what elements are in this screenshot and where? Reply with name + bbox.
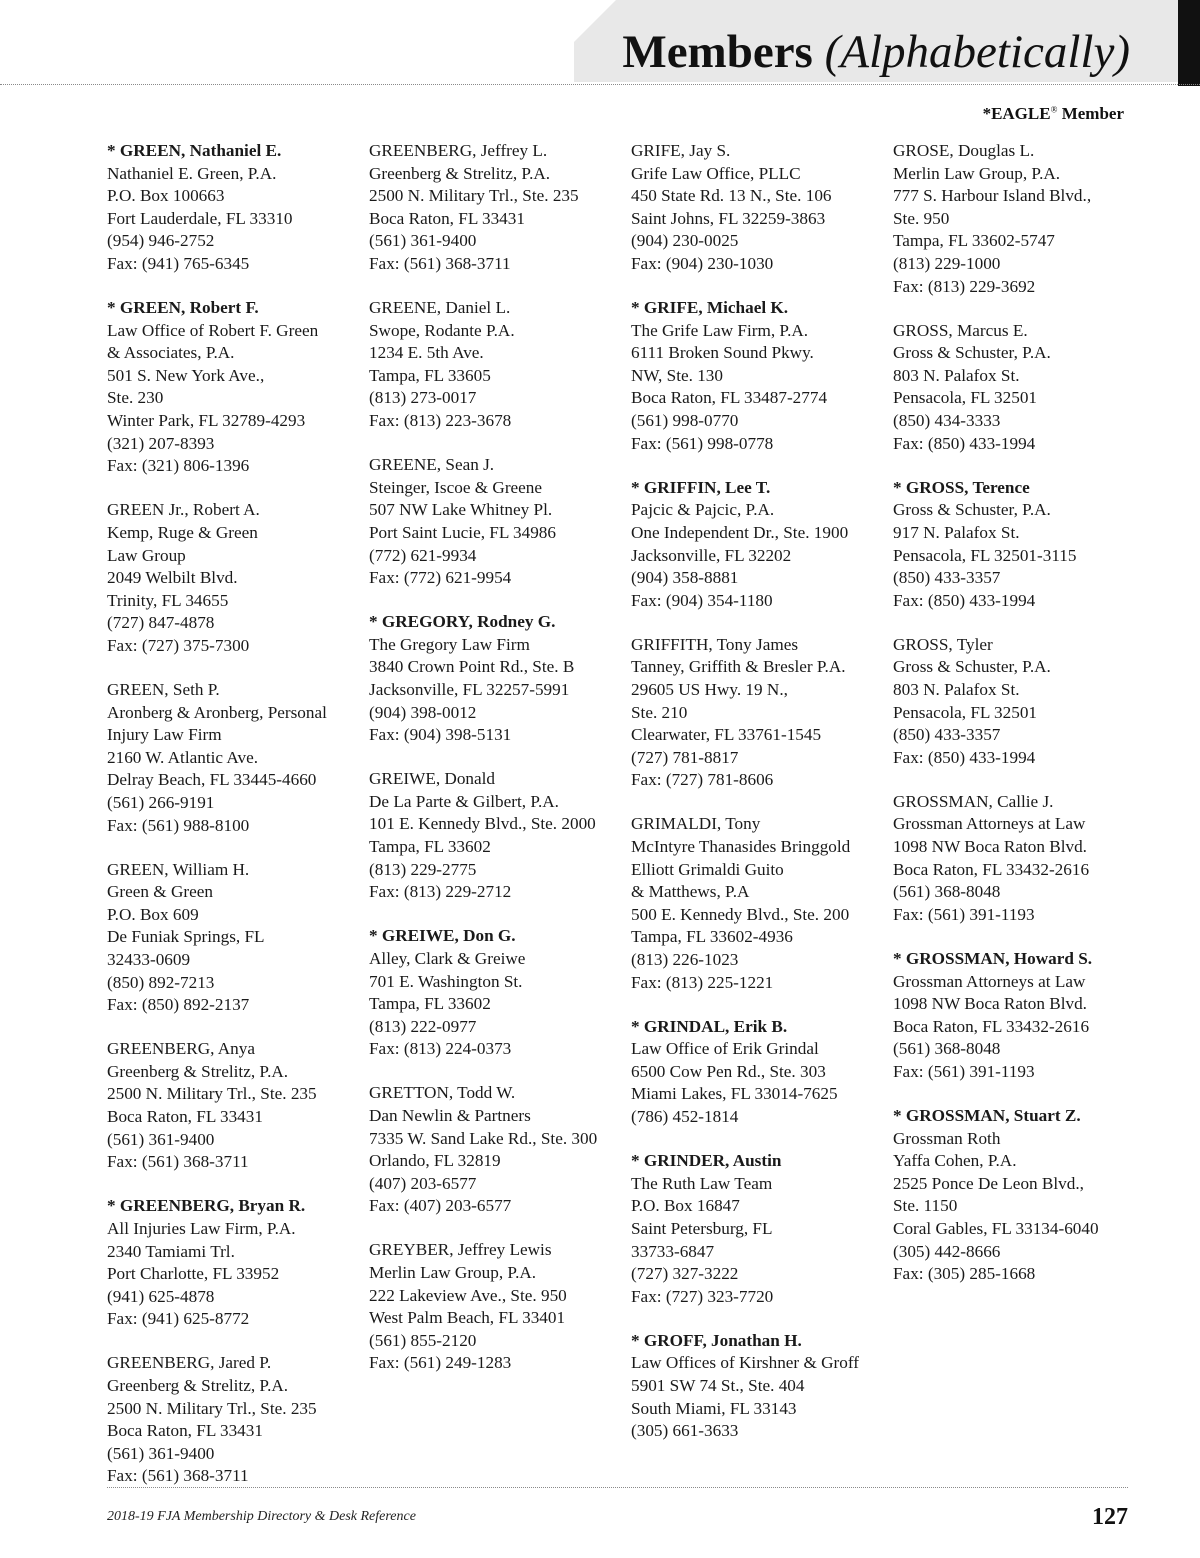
member-detail-line: (941) 625-4878	[107, 1286, 215, 1306]
member-detail-line: (904) 398-0012	[369, 702, 477, 722]
member-detail-line: Boca Raton, FL 33432-2616	[893, 1016, 1090, 1036]
member-detail-line: & Associates, P.A.	[107, 343, 235, 363]
member-detail-line: (305) 661-3633	[631, 1421, 739, 1441]
member-detail-line: 33733-6847	[631, 1241, 715, 1261]
member-entry	[893, 320, 1151, 456]
member-name: * GREIWE, Don G.	[369, 926, 516, 946]
member-detail-line: All Injuries Law Firm, P.A.	[107, 1218, 296, 1238]
member-detail-line: (786) 452-1814	[631, 1107, 739, 1127]
member-detail-line: Boca Raton, FL 33487-2774	[631, 388, 828, 408]
member-name: GRIFE, Jay S.	[631, 141, 731, 160]
member-entry	[631, 297, 889, 455]
member-detail-line: 2525 Ponce De Leon Blvd.,	[893, 1173, 1084, 1193]
member-entry	[631, 813, 889, 994]
member-detail-line: Gross & Schuster, P.A.	[893, 343, 1051, 363]
member-detail-line: 777 S. Harbour Island Blvd.,	[893, 186, 1092, 206]
member-detail-line: Grossman Attorneys at Law	[893, 971, 1086, 991]
member-entry	[631, 1150, 889, 1308]
member-name: GREENE, Daniel L.	[369, 298, 511, 318]
member-name: GREIWE, Donald	[369, 769, 496, 789]
member-detail-line: Fax: (561) 368-3711	[107, 1466, 249, 1486]
member-detail-line: Boca Raton, FL 33431	[107, 1107, 263, 1127]
member-detail-line: Injury Law Firm	[107, 725, 222, 745]
member-detail-line: 222 Lakeview Ave., Ste. 950	[369, 1285, 567, 1305]
member-entry	[369, 454, 627, 590]
member-detail-line: Tampa, FL 33602-4936	[631, 927, 793, 947]
member-detail-line: Law Office of Robert F. Green	[107, 320, 319, 340]
member-detail-line: Fax: (727) 375-7300	[107, 635, 250, 655]
member-detail-line: Fax: (305) 285-1668	[893, 1264, 1036, 1284]
member-detail-line: NW, Ste. 130	[631, 365, 723, 385]
member-entry	[893, 1105, 1151, 1286]
member-detail-line: (954) 946-2752	[107, 231, 215, 251]
member-detail-line: Clearwater, FL 33761-1545	[631, 725, 822, 745]
member-name: GREENE, Sean J.	[369, 455, 495, 475]
member-detail-line: 1098 NW Boca Raton Blvd.	[893, 837, 1087, 857]
member-detail-line: Green & Green	[107, 882, 213, 902]
member-detail-line: (850) 433-3357	[893, 568, 1001, 588]
member-entry	[893, 948, 1151, 1084]
member-detail-line: (813) 222-0977	[369, 1016, 477, 1036]
member-detail-line: (407) 203-6577	[369, 1173, 477, 1193]
member-entry	[369, 140, 627, 276]
member-detail-line: Boca Raton, FL 33432-2616	[893, 859, 1090, 879]
member-name: GREENBERG, Jared P.	[107, 1353, 272, 1373]
member-detail-line: Fax: (772) 621-9954	[369, 568, 512, 588]
member-detail-line: Grife Law Office, PLLC	[631, 163, 801, 183]
member-detail-line: Winter Park, FL 32789-4293	[107, 411, 306, 431]
member-detail-line: Fax: (904) 398-5131	[369, 725, 512, 745]
member-entry	[631, 1016, 889, 1129]
member-detail-line: P.O. Box 100663	[107, 186, 225, 206]
member-detail-line: Fax: (813) 223-3678	[369, 411, 512, 431]
member-detail-line: Fax: (321) 806-1396	[107, 456, 250, 476]
member-detail-line: 2049 Welbilt Blvd.	[107, 568, 238, 588]
member-detail-line: Tampa, FL 33605	[369, 365, 491, 385]
member-name: * GROSSMAN, Howard S.	[893, 948, 1093, 968]
member-detail-line: Fax: (561) 368-3711	[107, 1152, 249, 1172]
member-detail-line: Yaffa Cohen, P.A.	[893, 1151, 1017, 1171]
member-entry	[107, 297, 365, 478]
member-detail-line: 501 S. New York Ave.,	[107, 365, 265, 385]
member-detail-line: 5901 SW 74 St., Ste. 404	[631, 1376, 805, 1395]
member-detail-line: Port Charlotte, FL 33952	[107, 1264, 280, 1284]
member-entry	[369, 297, 627, 433]
member-detail-line: One Independent Dr., Ste. 1900	[631, 522, 849, 542]
member-detail-line: West Palm Beach, FL 33401	[369, 1308, 566, 1328]
member-detail-line: Fax: (561) 368-3711	[369, 253, 511, 273]
member-detail-line: Miami Lakes, FL 33014-7625	[631, 1084, 838, 1104]
member-detail-line: Fax: (727) 781-8606	[631, 770, 774, 790]
member-detail-line: Pensacola, FL 32501	[893, 388, 1038, 408]
member-name: * GREENBERG, Bryan R.	[107, 1196, 306, 1216]
member-detail-line: 3840 Crown Point Rd., Ste. B	[369, 657, 575, 677]
member-detail-line: Aronberg & Aronberg, Personal	[107, 702, 327, 722]
member-detail-line: 32433-0609	[107, 950, 191, 969]
member-detail-line: McIntyre Thanasides Bringgold	[631, 837, 851, 857]
member-detail-line: Tampa, FL 33602	[369, 994, 491, 1014]
member-detail-line: 803 N. Palafox St.	[893, 679, 1020, 699]
member-entry	[107, 499, 365, 657]
member-detail-line: Saint Petersburg, FL	[631, 1218, 773, 1238]
member-detail-line: (772) 621-9934	[369, 545, 477, 565]
member-detail-line: Orlando, FL 32819	[369, 1151, 501, 1171]
member-name: GRIFFITH, Tony James	[631, 634, 799, 654]
member-entry	[631, 1330, 889, 1443]
member-detail-line: Swope, Rodante P.A.	[369, 320, 515, 340]
member-entry	[631, 477, 889, 613]
member-detail-line: Fax: (904) 230-1030	[631, 253, 774, 273]
member-detail-line: Tampa, FL 33602	[369, 837, 491, 857]
member-detail-line: Merlin Law Group, P.A.	[369, 1263, 537, 1283]
member-name: GRETTON, Todd W.	[369, 1083, 516, 1103]
member-detail-line: 2500 N. Military Trl., Ste. 235	[107, 1084, 317, 1104]
member-detail-line: Ste. 230	[107, 388, 164, 408]
member-name: GROSS, Marcus E.	[893, 320, 1028, 340]
registered-mark: ®	[1050, 104, 1058, 115]
member-detail-line: Greenberg & Strelitz, P.A.	[107, 1376, 289, 1395]
member-detail-line: (561) 998-0770	[631, 411, 739, 431]
member-detail-line: Fax: (850) 433-1994	[893, 747, 1036, 767]
member-detail-line: Steinger, Iscoe & Greene	[369, 477, 543, 497]
member-name: GREEN, William H.	[107, 859, 250, 879]
member-detail-line: 29605 US Hwy. 19 N.,	[631, 679, 788, 699]
member-detail-line: Fax: (813) 225-1221	[631, 972, 774, 992]
header-edge-tab	[1178, 0, 1200, 86]
member-name: * GROSS, Terence	[893, 477, 1030, 497]
member-detail-line: (850) 434-3333	[893, 411, 1001, 431]
member-detail-line: Fax: (941) 765-6345	[107, 253, 250, 273]
member-detail-line: Ste. 210	[631, 702, 688, 722]
member-detail-line: 6111 Broken Sound Pkwy.	[631, 343, 814, 363]
member-detail-line: 507 NW Lake Whitney Pl.	[369, 500, 553, 520]
member-detail-line: Kemp, Ruge & Green	[107, 522, 258, 542]
member-entry	[107, 859, 365, 1017]
member-detail-line: Nathaniel E. Green, P.A.	[107, 163, 277, 183]
member-detail-line: (850) 433-3357	[893, 725, 1001, 745]
member-detail-line: Port Saint Lucie, FL 34986	[369, 522, 556, 542]
member-detail-line: South Miami, FL 33143	[631, 1398, 797, 1418]
member-detail-line: (727) 847-4878	[107, 613, 215, 633]
member-detail-line: Fax: (904) 354-1180	[631, 590, 773, 610]
member-name: GREYBER, Jeffrey Lewis	[369, 1240, 552, 1260]
directory-column-3	[631, 140, 889, 1464]
member-detail-line: 450 State Rd. 13 N., Ste. 106	[631, 186, 832, 206]
member-entry	[107, 1352, 365, 1488]
member-detail-line: De La Parte & Gilbert, P.A.	[369, 791, 559, 811]
member-detail-line: Fax: (561) 391-1193	[893, 904, 1035, 924]
member-detail-line: Fax: (727) 323-7720	[631, 1286, 774, 1306]
member-detail-line: (561) 368-8048	[893, 882, 1001, 902]
member-name: GROSS, Tyler	[893, 634, 993, 654]
footer-divider	[107, 1487, 1128, 1488]
member-entry	[631, 634, 889, 792]
member-detail-line: (727) 781-8817	[631, 747, 739, 767]
member-detail-line: Gross & Schuster, P.A.	[893, 657, 1051, 677]
member-detail-line: P.O. Box 16847	[631, 1196, 740, 1216]
member-detail-line: Law Offices of Kirshner & Groff	[631, 1353, 859, 1373]
member-detail-line: Pajcic & Pajcic, P.A.	[631, 500, 775, 520]
member-detail-line: (904) 358-8881	[631, 568, 739, 588]
member-detail-line: (305) 442-8666	[893, 1241, 1001, 1261]
member-name: GROSSMAN, Callie J.	[893, 791, 1054, 811]
header-divider	[0, 84, 1200, 85]
eagle-legend-suffix: Member	[1057, 104, 1124, 123]
member-detail-line: (813) 273-0017	[369, 388, 477, 408]
member-detail-line: (813) 229-1000	[893, 253, 1001, 273]
member-detail-line: Saint Johns, FL 32259-3863	[631, 208, 826, 228]
member-detail-line: Fax: (850) 892-2137	[107, 995, 250, 1015]
member-entry	[369, 611, 627, 747]
member-name: * GRIFFIN, Lee T.	[631, 477, 771, 497]
page-title-main: Members	[622, 26, 813, 78]
member-detail-line: Grossman Attorneys at Law	[893, 814, 1086, 834]
member-detail-line: 917 N. Palafox St.	[893, 522, 1020, 542]
member-name: * GROSSMAN, Stuart Z.	[893, 1105, 1081, 1125]
member-detail-line: 2340 Tamiami Trl.	[107, 1241, 235, 1261]
eagle-legend	[983, 104, 1124, 124]
member-name: * GREGORY, Rodney G.	[369, 612, 556, 632]
member-detail-line: Fax: (561) 988-8100	[107, 815, 250, 835]
member-detail-line: Grossman Roth	[893, 1128, 1001, 1148]
member-detail-line: Pensacola, FL 32501-3115	[893, 545, 1077, 565]
member-entry	[893, 634, 1151, 770]
member-name: * GRINDAL, Erik B.	[631, 1016, 788, 1036]
member-detail-line: Fax: (850) 433-1994	[893, 590, 1036, 610]
member-detail-line: Law Group	[107, 545, 186, 565]
member-detail-line: Boca Raton, FL 33431	[107, 1421, 263, 1441]
member-entry	[369, 768, 627, 904]
member-detail-line: (561) 361-9400	[107, 1129, 215, 1149]
member-detail-line: Fax: (941) 625-8772	[107, 1309, 250, 1329]
member-detail-line: (321) 207-8393	[107, 433, 215, 453]
page-number: 127	[1092, 1504, 1128, 1530]
member-detail-line: The Ruth Law Team	[631, 1173, 773, 1193]
member-detail-line: Fax: (561) 998-0778	[631, 433, 774, 453]
member-name: * GROFF, Jonathan H.	[631, 1330, 802, 1350]
member-detail-line: & Matthews, P.A	[631, 882, 750, 902]
member-name: GREEN Jr., Robert A.	[107, 500, 260, 520]
directory-column-2	[369, 140, 627, 1397]
member-detail-line: (561) 266-9191	[107, 792, 215, 812]
member-detail-line: (561) 368-8048	[893, 1039, 1001, 1059]
member-detail-line: (561) 361-9400	[107, 1443, 215, 1463]
member-detail-line: Greenberg & Strelitz, P.A.	[107, 1061, 289, 1081]
member-detail-line: Elliott Grimaldi Guito	[631, 859, 784, 879]
member-detail-line: Dan Newlin & Partners	[369, 1105, 531, 1125]
member-detail-line: Trinity, FL 34655	[107, 590, 229, 610]
member-name: GREENBERG, Jeffrey L.	[369, 141, 548, 160]
member-entry	[107, 679, 365, 837]
member-detail-line: 701 E. Washington St.	[369, 971, 523, 991]
member-entry	[369, 1082, 627, 1218]
member-detail-line: Merlin Law Group, P.A.	[893, 163, 1061, 183]
member-detail-line: 500 E. Kennedy Blvd., Ste. 200	[631, 904, 850, 924]
member-name: GRIMALDI, Tony	[631, 814, 761, 834]
member-entry	[369, 1239, 627, 1375]
member-name: GREEN, Seth P.	[107, 679, 220, 699]
member-detail-line: (561) 361-9400	[369, 231, 477, 251]
member-detail-line: 7335 W. Sand Lake Rd., Ste. 300	[369, 1128, 598, 1148]
member-entry	[893, 791, 1151, 927]
member-detail-line: Fax: (813) 224-0373	[369, 1039, 512, 1059]
member-detail-line: Greenberg & Strelitz, P.A.	[369, 163, 551, 183]
member-detail-line: De Funiak Springs, FL	[107, 927, 265, 947]
member-detail-line: (850) 892-7213	[107, 972, 215, 992]
member-detail-line: 2500 N. Military Trl., Ste. 235	[369, 186, 579, 206]
member-detail-line: Fax: (813) 229-3692	[893, 276, 1036, 296]
page-title	[622, 24, 1130, 80]
member-entry	[893, 140, 1151, 298]
member-detail-line: (813) 226-1023	[631, 950, 739, 969]
member-detail-line: 101 E. Kennedy Blvd., Ste. 2000	[369, 814, 596, 834]
member-detail-line: Jacksonville, FL 32257-5991	[369, 679, 570, 699]
member-detail-line: Coral Gables, FL 33134-6040	[893, 1218, 1099, 1238]
member-detail-line: Fax: (850) 433-1994	[893, 433, 1036, 453]
member-detail-line: 803 N. Palafox St.	[893, 365, 1020, 385]
publication-title: 2018-19 FJA Membership Directory & Desk Reference	[107, 1509, 416, 1524]
member-detail-line: The Grife Law Firm, P.A.	[631, 320, 809, 340]
member-detail-line: 2160 W. Atlantic Ave.	[107, 747, 259, 767]
directory-column-1	[107, 140, 365, 1509]
member-detail-line: 2500 N. Military Trl., Ste. 235	[107, 1398, 317, 1418]
member-detail-line: The Gregory Law Firm	[369, 634, 530, 654]
member-detail-line: Jacksonville, FL 32202	[631, 545, 792, 565]
member-detail-line: Ste. 1150	[893, 1196, 958, 1216]
member-detail-line: (561) 855-2120	[369, 1330, 477, 1350]
member-detail-line: (813) 229-2775	[369, 859, 477, 879]
member-detail-line: Alley, Clark & Greiwe	[369, 948, 526, 968]
member-name: GROSE, Douglas L.	[893, 141, 1035, 160]
member-name: * GREEN, Robert F.	[107, 298, 259, 318]
member-entry	[631, 140, 889, 276]
member-entry	[893, 477, 1151, 613]
member-entry	[369, 925, 627, 1061]
member-detail-line: Tampa, FL 33602-5747	[893, 231, 1055, 251]
member-name: * GRINDER, Austin	[631, 1151, 782, 1171]
member-detail-line: Pensacola, FL 32501	[893, 702, 1038, 722]
member-entry	[107, 1195, 365, 1331]
member-detail-line: Boca Raton, FL 33431	[369, 208, 525, 228]
member-detail-line: P.O. Box 609	[107, 904, 199, 924]
member-detail-line: Delray Beach, FL 33445-4660	[107, 770, 317, 790]
member-detail-line: Fax: (407) 203-6577	[369, 1196, 512, 1216]
member-detail-line: 1098 NW Boca Raton Blvd.	[893, 994, 1087, 1014]
member-detail-line: Gross & Schuster, P.A.	[893, 500, 1051, 520]
member-detail-line: (727) 327-3222	[631, 1264, 739, 1284]
member-detail-line: Ste. 950	[893, 208, 950, 228]
member-name: * GRIFE, Michael K.	[631, 298, 789, 318]
member-detail-line: Fax: (561) 391-1193	[893, 1061, 1035, 1081]
page-title-sub: (Alphabetically)	[824, 26, 1130, 78]
member-entry	[107, 1038, 365, 1174]
member-detail-line: 1234 E. 5th Ave.	[369, 343, 484, 363]
member-detail-line: Fax: (813) 229-2712	[369, 882, 512, 902]
member-entry	[107, 140, 365, 276]
member-detail-line: (904) 230-0025	[631, 231, 739, 251]
directory-column-4	[893, 140, 1151, 1307]
eagle-legend-label: *EAGLE	[982, 104, 1051, 123]
member-detail-line: Fax: (561) 249-1283	[369, 1353, 512, 1373]
member-detail-line: Tanney, Griffith & Bresler P.A.	[631, 657, 846, 677]
member-name: * GREEN, Nathaniel E.	[107, 141, 282, 160]
member-detail-line: Fort Lauderdale, FL 33310	[107, 208, 293, 228]
member-detail-line: Law Office of Erik Grindal	[631, 1039, 819, 1059]
member-detail-line: 6500 Cow Pen Rd., Ste. 303	[631, 1061, 826, 1081]
member-name: GREENBERG, Anya	[107, 1039, 255, 1059]
